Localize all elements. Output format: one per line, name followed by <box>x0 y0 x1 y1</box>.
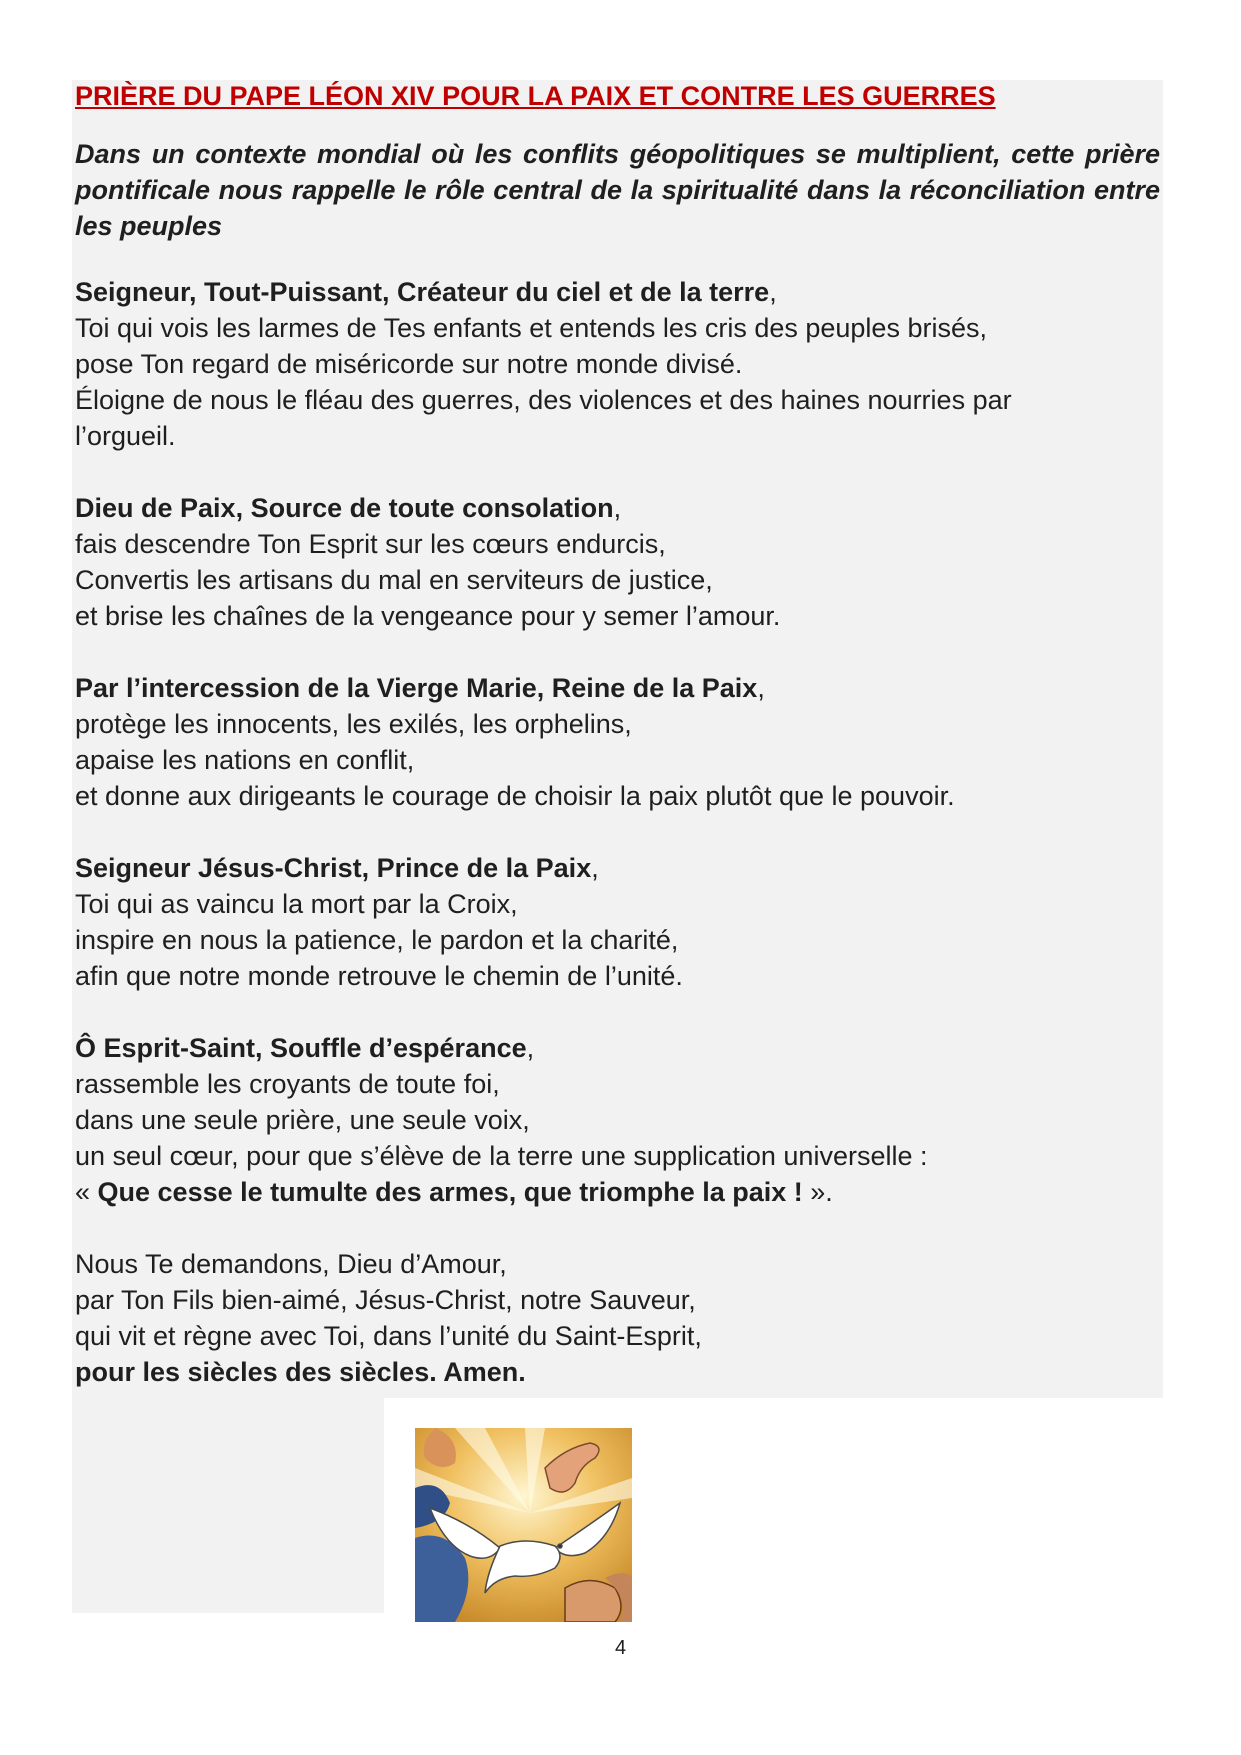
closing-line: pour les siècles des siècles. Amen. <box>75 1357 526 1387</box>
stanza-line: Éloigne de nous le fléau des guerres, des violences et des haines nourries par <box>75 385 1012 415</box>
stanza-line: un seul cœur, pour que s’élève de la terre une supplication universelle : <box>75 1141 928 1171</box>
stanza-heading: Ô Esprit-Saint, Souffle d’espérance, <box>75 1033 535 1063</box>
stanza-line: rassemble les croyants de toute foi, <box>75 1069 500 1099</box>
stanza-4 <box>75 850 1160 994</box>
stanza-line: dans une seule prière, une seule voix, <box>75 1105 530 1135</box>
stanza-line: fais descendre Ton Esprit sur les cœurs endurcis, <box>75 529 666 559</box>
dove-icon <box>415 1428 632 1622</box>
stanza-line: inspire en nous la patience, le pardon et la charité, <box>75 925 679 955</box>
stanza-3 <box>75 670 1160 814</box>
text-background-extension <box>72 1398 384 1613</box>
stanza-line: l’orgueil. <box>75 421 176 451</box>
stanza-line: par Ton Fils bien-aimé, Jésus-Christ, notre Sauveur, <box>75 1285 696 1315</box>
stanza-line: qui vit et règne avec Toi, dans l’unité du Saint-Esprit, <box>75 1321 702 1351</box>
stanza-5 <box>75 1030 1160 1210</box>
stanza-line: apaise les nations en conflit, <box>75 745 415 775</box>
stanza-line: et donne aux dirigeants le courage de choisir la paix plutôt que le pouvoir. <box>75 781 955 811</box>
stanza-heading: Par l’intercession de la Vierge Marie, Reine de la Paix, <box>75 673 765 703</box>
stanza-6 <box>75 1246 1160 1390</box>
stanza-line: afin que notre monde retrouve le chemin de l’unité. <box>75 961 683 991</box>
stanza-heading: Dieu de Paix, Source de toute consolation, <box>75 493 622 523</box>
document-body <box>75 80 1160 1390</box>
quote-line: « Que cesse le tumulte des armes, que triomphe la paix ! ». <box>75 1177 833 1207</box>
dove-illustration <box>415 1428 632 1622</box>
stanza-line: Convertis les artisans du mal en serviteurs de justice, <box>75 565 713 595</box>
stanza-line: Toi qui vois les larmes de Tes enfants et entends les cris des peuples brisés, <box>75 313 987 343</box>
stanza-heading: Seigneur Jésus-Christ, Prince de la Paix, <box>75 853 599 883</box>
intro-paragraph: Dans un contexte mondial où les conflits géopolitiques se multiplient, cette prière pontificale nous rappelle le rôle central de la spiritualité dans la réconciliation entre les peuples <box>75 139 1160 241</box>
stanza-heading: Seigneur, Tout-Puissant, Créateur du ciel et de la terre, <box>75 277 777 307</box>
stanza-2 <box>75 490 1160 634</box>
stanza-line: protège les innocents, les exilés, les orphelins, <box>75 709 632 739</box>
stanza-line: pose Ton regard de miséricorde sur notre monde divisé. <box>75 349 743 379</box>
prayer-title: PRIÈRE DU PAPE LÉON XIV POUR LA PAIX ET CONTRE LES GUERRES <box>75 81 996 111</box>
stanza-line: et brise les chaînes de la vengeance pour y semer l’amour. <box>75 601 781 631</box>
stanza-1 <box>75 274 1160 454</box>
page-number: 4 <box>614 1637 627 1659</box>
stanza-line: Nous Te demandons, Dieu d’Amour, <box>75 1249 507 1279</box>
stanza-line: Toi qui as vaincu la mort par la Croix, <box>75 889 518 919</box>
